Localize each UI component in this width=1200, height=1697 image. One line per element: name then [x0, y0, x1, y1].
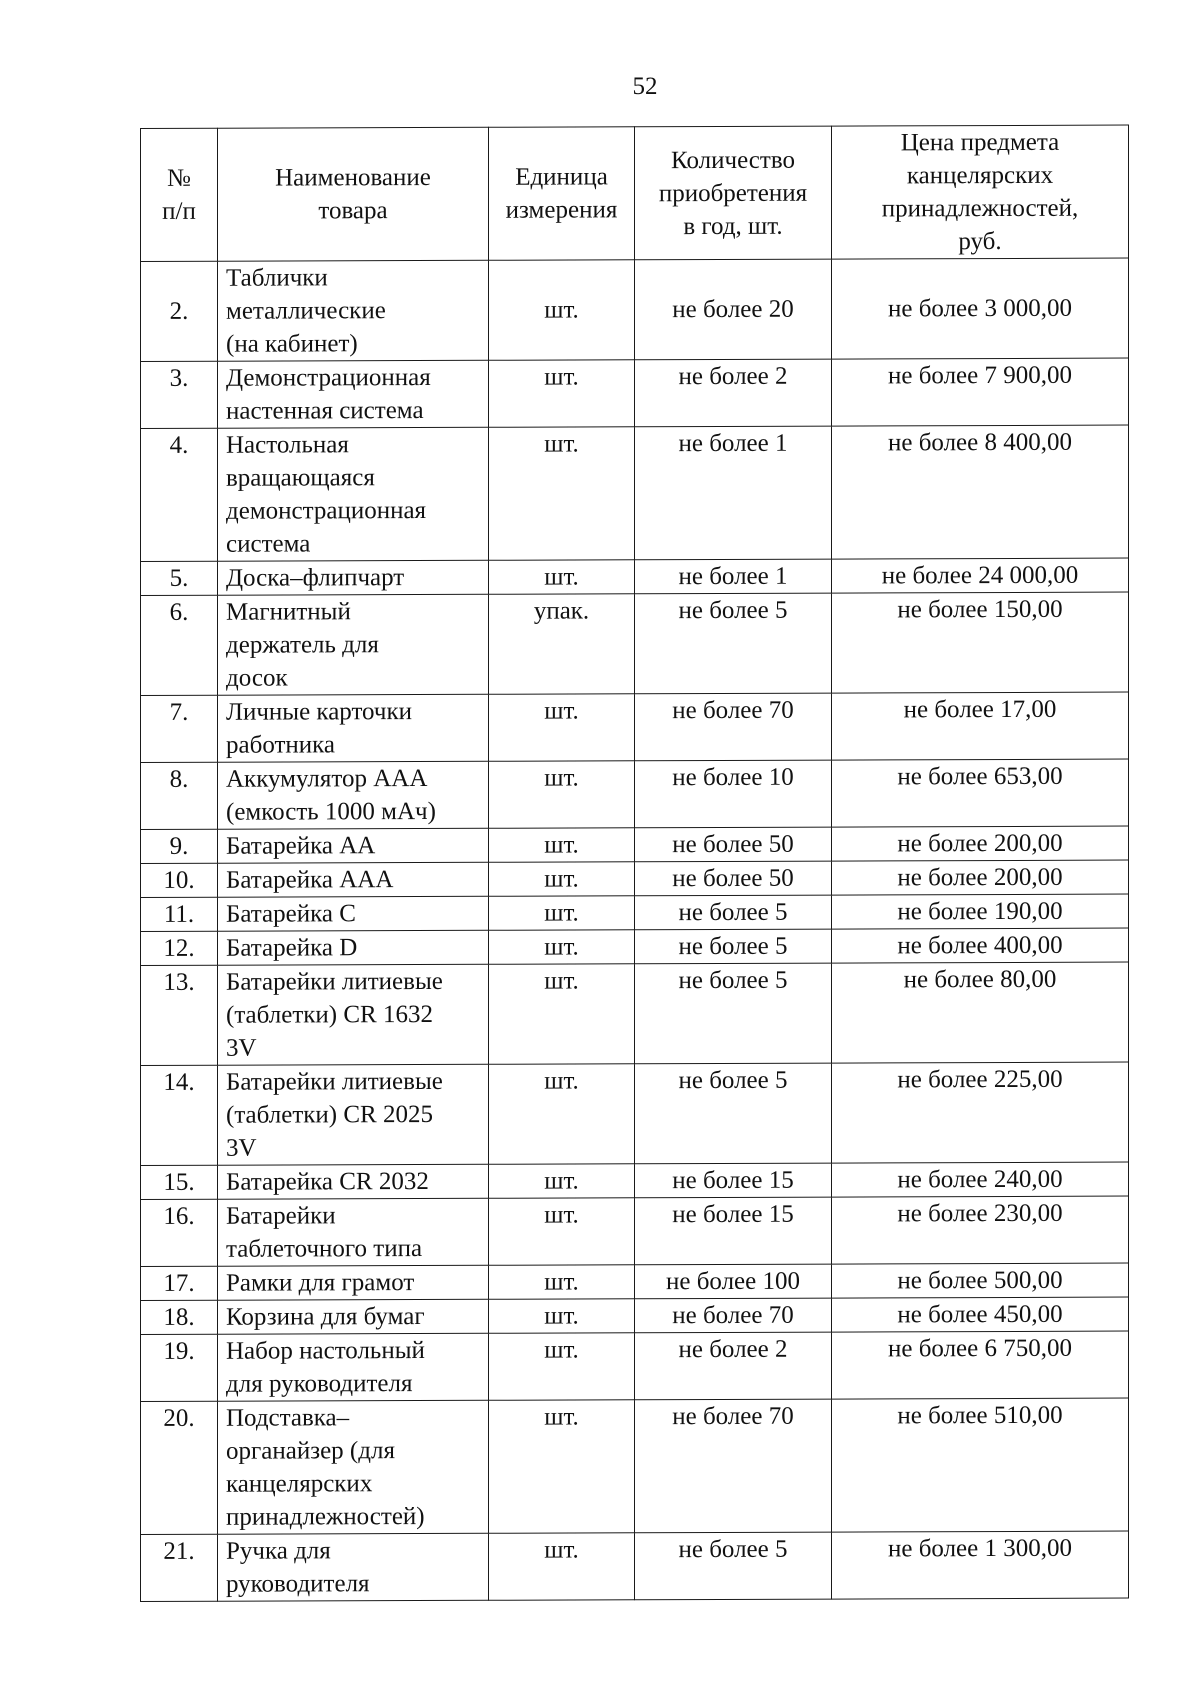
cell-number: 17.: [141, 1266, 218, 1300]
cell-quantity: не более 100: [635, 1264, 832, 1299]
cell-name: Рамки для грамот: [218, 1265, 489, 1300]
cell-price: не более 1 300,00: [832, 1531, 1129, 1599]
cell-price: не более 24 000,00: [832, 558, 1129, 593]
cell-number: 15.: [141, 1165, 218, 1199]
cell-quantity: не более 50: [635, 861, 832, 896]
cell-name: Батарейка CR 2032: [218, 1164, 489, 1199]
table-row: [141, 928, 1129, 965]
cell-number: 3.: [141, 361, 218, 428]
cell-quantity: не более 5: [635, 895, 832, 930]
cell-price: не более 80,00: [832, 962, 1129, 1063]
supplies-table: [140, 125, 1129, 1602]
cell-number: 11.: [141, 897, 218, 931]
cell-name: Настольная вращающаяся демонстрационная система: [218, 427, 489, 561]
cell-unit: шт.: [489, 930, 635, 965]
cell-number: 8.: [141, 762, 218, 829]
cell-unit: шт.: [489, 862, 635, 897]
cell-unit: упак.: [489, 594, 635, 695]
cell-number: 7.: [141, 695, 218, 762]
cell-unit: шт.: [489, 828, 635, 863]
cell-unit: шт.: [489, 1198, 635, 1266]
cell-quantity: не более 5: [635, 593, 832, 694]
cell-quantity: не более 50: [635, 827, 832, 862]
table-row: [141, 826, 1129, 863]
cell-quantity: не более 2: [635, 359, 832, 427]
header-price: Цена предмета канцелярских принадлежностей, руб.: [832, 125, 1129, 259]
table-row: [141, 1162, 1129, 1199]
table-row: [141, 1331, 1129, 1401]
cell-number: 20.: [141, 1401, 218, 1534]
cell-number: 4.: [141, 428, 218, 561]
cell-price: не более 150,00: [832, 592, 1129, 693]
cell-number: 9.: [141, 829, 218, 863]
cell-unit: шт.: [489, 761, 635, 829]
cell-name: Набор настольный для руководителя: [218, 1333, 489, 1401]
cell-unit: шт.: [489, 964, 635, 1065]
cell-unit: шт.: [489, 1265, 635, 1300]
cell-quantity: не более 10: [635, 760, 832, 828]
header-name: Наименование товара: [218, 127, 489, 261]
cell-quantity: не более 5: [635, 929, 832, 964]
cell-name: Батарейка D: [218, 930, 489, 965]
cell-number: 18.: [141, 1300, 218, 1334]
table-row: [141, 592, 1129, 695]
cell-quantity: не более 15: [635, 1163, 832, 1198]
cell-number: 21.: [141, 1534, 218, 1601]
cell-quantity: не более 5: [635, 1532, 832, 1600]
cell-quantity: не более 1: [635, 559, 832, 594]
table-row: [141, 759, 1129, 829]
cell-quantity: не более 20: [635, 259, 832, 360]
cell-price: не более 190,00: [832, 894, 1129, 929]
page-number: 52: [632, 73, 658, 100]
header-quantity: Количество приобретения в год, шт.: [635, 126, 832, 260]
cell-quantity: не более 5: [635, 963, 832, 1064]
table-row: [141, 962, 1129, 1065]
cell-price: не более 8 400,00: [832, 425, 1129, 559]
cell-name: Доска–флипчарт: [218, 560, 489, 595]
cell-unit: шт.: [489, 1400, 635, 1534]
table-row: [141, 894, 1129, 931]
cell-number: 14.: [141, 1065, 218, 1165]
cell-number: 19.: [141, 1334, 218, 1401]
cell-number: 10.: [141, 863, 218, 897]
cell-quantity: не более 70: [635, 1399, 832, 1533]
table-row: [141, 258, 1129, 361]
cell-unit: шт.: [489, 360, 635, 428]
cell-name: Демонстрационная настенная система: [218, 360, 489, 428]
cell-price: не более 510,00: [832, 1398, 1129, 1532]
table-header-row: [141, 125, 1129, 261]
table-row: [141, 1062, 1129, 1165]
cell-number: 12.: [141, 931, 218, 965]
cell-price: не более 450,00: [832, 1297, 1129, 1332]
cell-number: 2.: [141, 261, 218, 361]
cell-price: не более 400,00: [832, 928, 1129, 963]
cell-unit: шт.: [489, 896, 635, 931]
cell-price: не более 200,00: [832, 826, 1129, 861]
cell-unit: шт.: [489, 1533, 635, 1601]
cell-price: не более 3 000,00: [832, 258, 1129, 359]
header-unit: Единица измерения: [489, 127, 635, 261]
cell-price: не более 240,00: [832, 1162, 1129, 1197]
table-row: [141, 558, 1129, 595]
table-row: [141, 425, 1129, 561]
cell-name: Ручка для руководителя: [218, 1533, 489, 1601]
cell-number: 13.: [141, 965, 218, 1065]
cell-quantity: не более 70: [635, 1298, 832, 1333]
cell-unit: шт.: [489, 260, 635, 361]
cell-quantity: не более 15: [635, 1197, 832, 1265]
cell-unit: шт.: [489, 1299, 635, 1334]
cell-price: не более 225,00: [832, 1062, 1129, 1163]
table-row: [141, 860, 1129, 897]
table-row: [141, 692, 1129, 762]
header-number: № п/п: [141, 128, 218, 261]
table-row: [141, 1398, 1129, 1534]
cell-unit: шт.: [489, 427, 635, 561]
table-body: [141, 258, 1129, 1601]
cell-name: Корзина для бумаг: [218, 1299, 489, 1334]
cell-number: 16.: [141, 1199, 218, 1266]
cell-unit: шт.: [489, 694, 635, 762]
cell-name: Магнитный держатель для досок: [218, 594, 489, 695]
cell-name: Подставка– органайзер (для канцелярских принадлежностей): [218, 1400, 489, 1534]
cell-name: Батарейки таблеточного типа: [218, 1198, 489, 1266]
cell-price: не более 230,00: [832, 1196, 1129, 1264]
table-row: [141, 1531, 1129, 1601]
cell-name: Таблички металлические (на кабинет): [218, 260, 489, 361]
cell-unit: шт.: [489, 1164, 635, 1199]
cell-name: Аккумулятор ААА (емкость 1000 мАч): [218, 761, 489, 829]
table-row: [141, 1297, 1129, 1334]
cell-name: Батарейки литиевые (таблетки) CR 2025 3V: [218, 1064, 489, 1165]
cell-quantity: не более 2: [635, 1332, 832, 1400]
cell-unit: шт.: [489, 560, 635, 595]
cell-price: не более 200,00: [832, 860, 1129, 895]
cell-price: не более 17,00: [832, 692, 1129, 760]
cell-name: Батарейка С: [218, 896, 489, 931]
cell-price: не более 500,00: [832, 1263, 1129, 1298]
cell-price: не более 7 900,00: [832, 358, 1129, 426]
cell-name: Батарейка АА: [218, 828, 489, 863]
cell-name: Батарейки литиевые (таблетки) CR 1632 3V: [218, 964, 489, 1065]
cell-unit: шт.: [489, 1064, 635, 1165]
table-row: [141, 1196, 1129, 1266]
cell-name: Батарейка ААА: [218, 862, 489, 897]
cell-price: не более 653,00: [832, 759, 1129, 827]
cell-number: 6.: [141, 595, 218, 695]
cell-quantity: не более 5: [635, 1063, 832, 1164]
cell-quantity: не более 70: [635, 693, 832, 761]
cell-unit: шт.: [489, 1333, 635, 1401]
cell-name: Личные карточки работника: [218, 694, 489, 762]
table-row: [141, 358, 1129, 428]
cell-price: не более 6 750,00: [832, 1331, 1129, 1399]
cell-quantity: не более 1: [635, 426, 832, 560]
table-row: [141, 1263, 1129, 1300]
cell-number: 5.: [141, 561, 218, 595]
